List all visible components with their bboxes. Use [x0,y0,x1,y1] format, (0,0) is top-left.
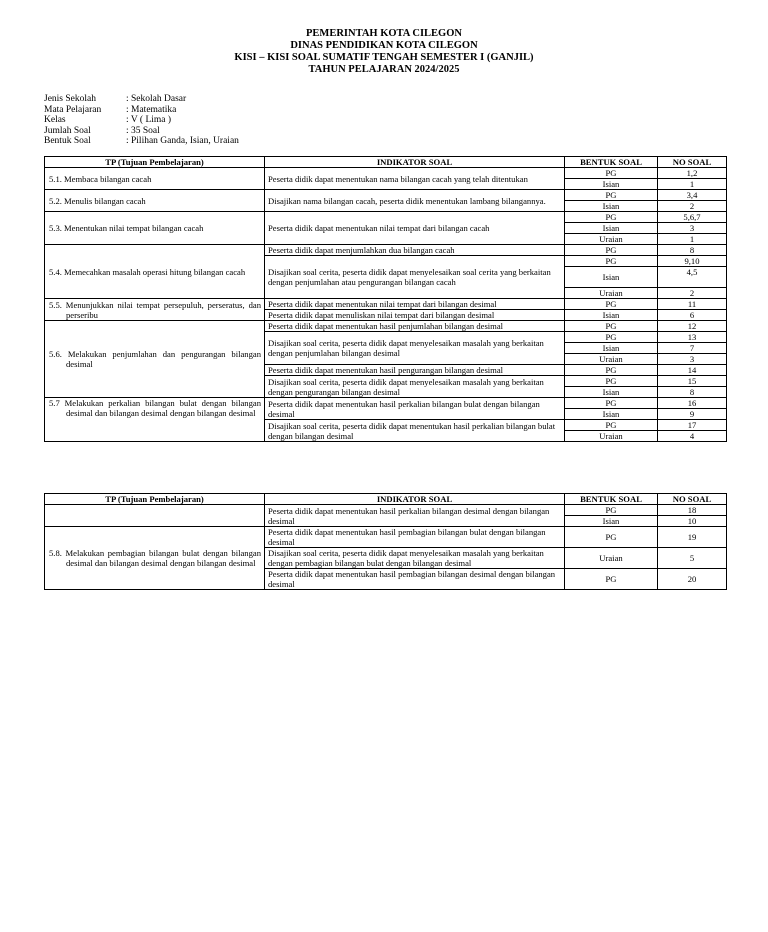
indikator-cell: Peserta didik dapat menentukan hasil penjumlahan bilangan desimal [265,321,565,332]
no-cell: 17 [658,420,727,431]
indikator-cell: Disajikan soal cerita, peserta didik dapat menyelesaikan masalah yang berkaitan dengan pembagian bilangan bulat dengan bilangan desimal [265,548,565,569]
no-cell: 3,4 [658,190,727,201]
no-cell: 8 [658,387,727,398]
bentuk-cell: PG [565,212,658,223]
indikator-cell: Disajikan soal cerita, peserta didik dapat menentukan hasil perkalian bilangan bulat dengan bilangan desimal [265,420,565,442]
table-header-row [45,494,727,505]
bentuk-cell: PG [565,527,658,548]
col-header-indikator: INDIKATOR SOAL [265,157,565,168]
bentuk-cell: Isian [565,516,658,527]
info-label: Bentuk Soal [44,136,91,146]
col-header-tp: TP (Tujuan Pembelajaran) [45,157,265,168]
header-line-1: PEMERINTAH KOTA CILEGON [306,28,462,39]
bentuk-cell: PG [565,420,658,431]
bentuk-cell: Isian [565,179,658,190]
col-header-no: NO SOAL [658,494,727,505]
bentuk-cell: PG [565,332,658,343]
info-label: Jumlah Soal [44,125,91,136]
no-cell: 13 [658,332,727,343]
indikator-cell: Peserta didik dapat menuliskan nilai tempat dari bilangan desimal [265,310,565,321]
info-label: Jenis Sekolah [44,94,96,104]
info-row [44,136,239,147]
no-cell: 6 [658,310,727,321]
tp-cell: 5.3. Menentukan nilai tempat bilangan cacah [45,212,265,245]
no-cell: 4 [658,431,727,442]
bentuk-cell: Isian [565,387,658,398]
header-line-3: KISI – KISI SOAL SUMATIF TENGAH SEMESTER I (GANJIL) [234,52,534,63]
bentuk-cell: PG [565,398,658,409]
tp-cell: 5.5. Menunjukkan nilai tempat persepuluh, perseratus, dan perseribu [45,299,265,321]
no-cell: 8 [658,245,727,256]
no-cell: 19 [658,527,727,548]
info-label: Mata Pelajaran [44,104,102,115]
document-header [0,28,768,76]
no-cell: 3 [658,354,727,365]
info-row [44,105,239,116]
table-row [45,527,727,548]
info-row [44,94,239,105]
indikator-cell: Peserta didik dapat menentukan hasil perkalian bilangan bulat dengan bilangan desimal [265,398,565,420]
indikator-cell: Peserta didik dapat menentukan nilai tempat dari bilangan desimal [265,299,565,310]
bentuk-cell: Isian [565,409,658,420]
bentuk-cell: PG [565,365,658,376]
bentuk-cell: Uraian [565,431,658,442]
tp-cell: 5.6. Melakukan penjumlahan dan pengurangan bilangan desimal [45,321,265,398]
kisi-table-2 [44,493,727,590]
indikator-cell: Peserta didik dapat menentukan hasil pembagian bilangan desimal dengan bilangan desimal [265,569,565,590]
bentuk-cell: PG [565,321,658,332]
table-row [45,168,727,179]
info-value: : Matematika [126,104,177,115]
no-cell: 1 [658,179,727,190]
info-value: : Sekolah Dasar [126,94,187,104]
kisi-table-1 [44,156,727,442]
no-cell: 2 [658,288,727,299]
bentuk-cell: PG [565,168,658,179]
bentuk-cell: Isian [565,267,658,288]
col-header-indikator: INDIKATOR SOAL [265,494,565,505]
no-cell: 1,2 [658,168,727,179]
indikator-cell: Peserta didik dapat menentukan nilai tempat dari bilangan cacah [265,212,565,245]
table-header-row [45,157,727,168]
table-row [45,321,727,332]
no-cell: 10 [658,516,727,527]
bentuk-cell: Uraian [565,354,658,365]
table-row [45,299,727,310]
indikator-cell: Disajikan nama bilangan cacah, peserta didik menentukan lambang bilangannya. [265,190,565,212]
info-row [44,115,239,126]
bentuk-cell: Uraian [565,234,658,245]
bentuk-cell: PG [565,245,658,256]
no-cell: 15 [658,376,727,387]
indikator-cell: Disajikan soal cerita, peserta didik dapat menyelesaikan masalah yang berkaitan dengan penjumlahan bilangan desimal [265,332,565,365]
col-header-tp: TP (Tujuan Pembelajaran) [45,494,265,505]
bentuk-cell: PG [565,299,658,310]
no-cell: 20 [658,569,727,590]
info-row [44,126,239,137]
tp-cell: 5.2. Menulis bilangan cacah [45,190,265,212]
no-cell: 16 [658,398,727,409]
tp-cell-empty [45,505,265,527]
bentuk-cell: Uraian [565,548,658,569]
no-cell: 11 [658,299,727,310]
info-label: Kelas [44,115,66,125]
col-header-bentuk: BENTUK SOAL [565,494,658,505]
no-cell: 14 [658,365,727,376]
no-cell: 9,10 [658,256,727,267]
bentuk-cell: Isian [565,343,658,354]
no-cell: 3 [658,223,727,234]
bentuk-cell: Uraian [565,288,658,299]
no-cell: 9 [658,409,727,420]
bentuk-cell: PG [565,376,658,387]
bentuk-cell: PG [565,256,658,267]
table-row [45,190,727,201]
info-value: : Pilihan Ganda, Isian, Uraian [126,136,239,146]
indikator-cell: Peserta didik dapat menjumlahkan dua bilangan cacah [265,245,565,256]
table-row [45,398,727,409]
no-cell: 7 [658,343,727,354]
no-cell: 5 [658,548,727,569]
header-line-2: DINAS PENDIDIKAN KOTA CILEGON [290,40,478,51]
info-value: : V ( Lima ) [126,115,172,125]
no-cell: 12 [658,321,727,332]
no-cell: 2 [658,201,727,212]
indikator-cell: Peserta didik dapat menentukan hasil pembagian bilangan bulat dengan bilangan desimal [265,527,565,548]
no-cell: 1 [658,234,727,245]
col-header-no: NO SOAL [658,157,727,168]
indikator-cell: Peserta didik dapat menentukan hasil pengurangan bilangan desimal [265,365,565,376]
indikator-cell: Disajikan soal cerita, peserta didik dapat menyelesaikan masalah yang berkaitan dengan pengurangan bilangan desimal [265,376,565,398]
no-cell: 18 [658,505,727,516]
bentuk-cell: Isian [565,310,658,321]
info-block [44,94,239,147]
bentuk-cell: PG [565,569,658,590]
col-header-bentuk: BENTUK SOAL [565,157,658,168]
bentuk-cell: PG [565,505,658,516]
tp-cell: 5.4. Memecahkan masalah operasi hitung bilangan cacah [45,245,265,299]
bentuk-cell: Isian [565,223,658,234]
table-row [45,245,727,256]
tp-cell: 5.7 Melakukan perkalian bilangan bulat dengan bilangan desimal dan bilangan desimal dengan bilangan desimal [45,398,265,442]
indikator-cell: Peserta didik dapat menentukan nama bilangan cacah yang telah ditentukan [265,168,565,190]
no-cell: 5,6,7 [658,212,727,223]
info-value: : 35 Soal [126,125,160,136]
indikator-cell: Peserta didik dapat menentukan hasil perkalian bilangan desimal dengan bilangan desimal [265,505,565,527]
tp-cell: 5.1. Membaca bilangan cacah [45,168,265,190]
table-row [45,212,727,223]
indikator-cell: Disajikan soal cerita, peserta didik dapat menyelesaikan soal cerita yang berkaitan dengan penjumlahan atau pengurangan bilangan cacah [265,256,565,299]
tp-cell: 5.8. Melakukan pembagian bilangan bulat dengan bilangan desimal dan bilangan desimal dengan bilangan desimal [45,527,265,590]
table-row [45,505,727,516]
no-cell: 4,5 [658,267,727,288]
bentuk-cell: PG [565,190,658,201]
bentuk-cell: Isian [565,201,658,212]
header-line-4: TAHUN PELAJARAN 2024/2025 [308,64,460,75]
